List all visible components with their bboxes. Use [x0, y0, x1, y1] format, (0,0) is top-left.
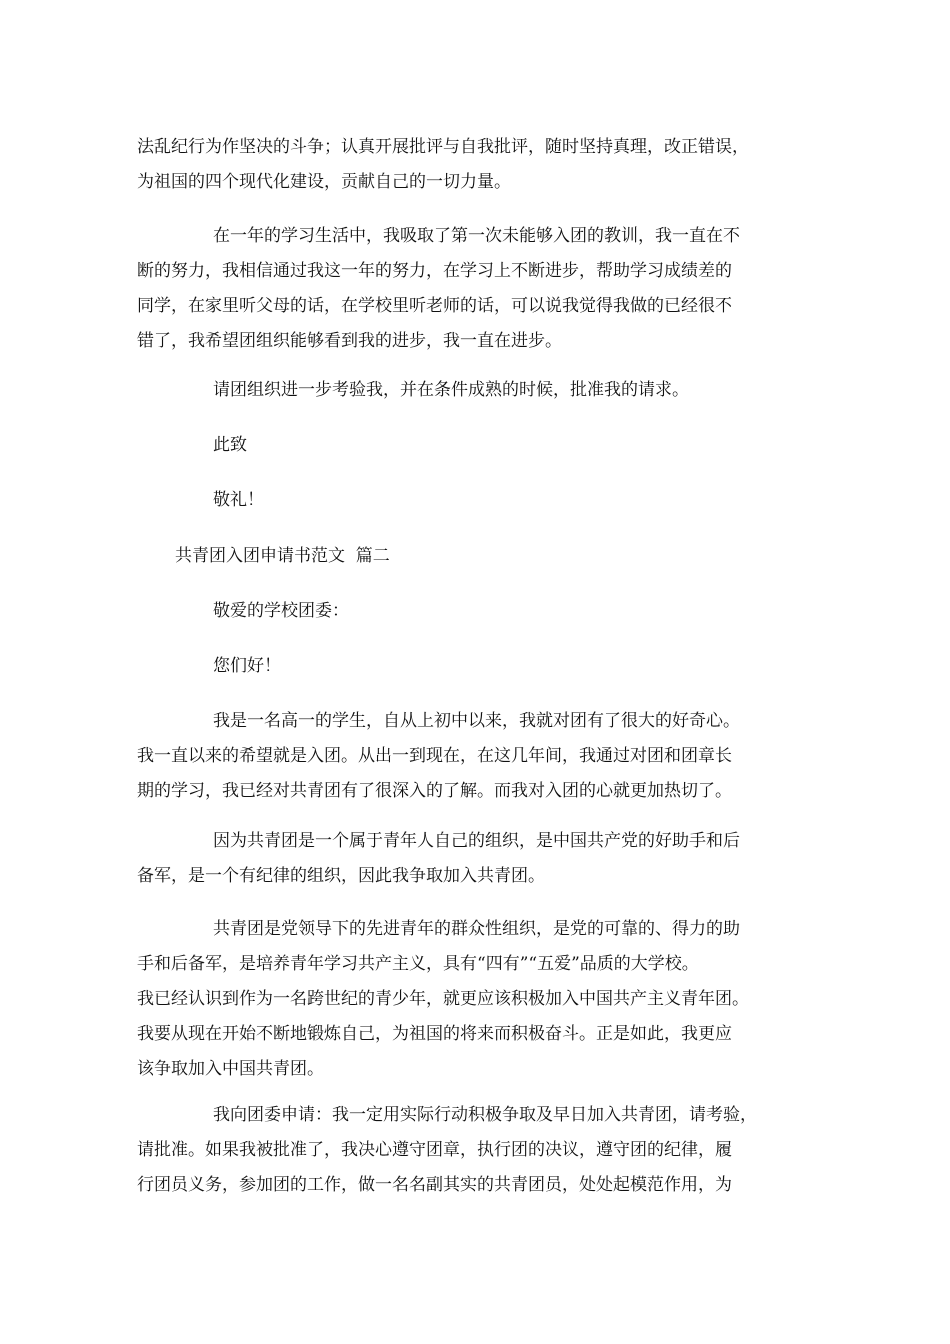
text-line: 我一直以来的希望就是入团。从出一到现在，在这几年间，我通过对团和团章长 [137, 746, 732, 766]
paragraph [213, 373, 817, 408]
text-line: 为祖国的四个现代化建设，贡献自己的一切力量。 [137, 172, 511, 192]
section-heading [175, 539, 855, 574]
text-line: 错了，我希望团组织能够看到我的进步，我一直在进步。 [137, 331, 562, 351]
closing-line [213, 483, 817, 518]
text-line: 因为共青团是一个属于青年人自己的组织，是中国共产党的好助手和后 [213, 831, 740, 851]
text-line: 在一年的学习生活中，我吸取了第一次未能够入团的教训，我一直在不 [213, 226, 740, 246]
text-line: 法乱纪行为作坚决的斗争；认真开展批评与自我批评，随时坚持真理，改正错误， [137, 137, 749, 157]
text-line: 共青团是党领导下的先进青年的群众性组织，是党的可靠的、得力的助 [213, 919, 740, 939]
text-line: 您们好！ [213, 656, 281, 676]
text-line: 同学，在家里听父母的话，在学校里听老师的话，可以说我觉得我做的已经很不 [137, 296, 732, 316]
text-line: 请团组织进一步考验我，并在条件成熟的时候，批准我的请求。 [213, 380, 689, 400]
text-line: 我要从现在开始不断地锻炼自己，为祖国的将来而积极奋斗。正是如此，我更应 [137, 1024, 732, 1044]
paragraph [137, 912, 817, 1087]
text-line: 敬礼！ [213, 490, 264, 510]
salutation [213, 594, 817, 629]
greeting [213, 649, 817, 684]
text-line: 我已经认识到作为一名跨世纪的青少年，就更应该积极加入中国共产主义青年团。 [137, 989, 749, 1009]
text-line: 行团员义务，参加团的工作，做一名名副其实的共青团员，处处起模范作用，为 [137, 1175, 732, 1195]
paragraph [137, 704, 817, 809]
text-line: 请批准。如果我被批准了，我决心遵守团章，执行团的决议，遵守团的纪律，履 [137, 1140, 732, 1160]
paragraph [137, 824, 817, 894]
paragraph [137, 219, 817, 359]
text-line: 期的学习，我已经对共青团有了很深入的了解。而我对入团的心就更加热切了。 [137, 781, 732, 801]
text-line: 手和后备军，是培养青年学习共产主义，具有“四有”“五爱”品质的大学校。 [137, 954, 699, 974]
text-line: 共青团入团申请书范文 篇二 [175, 546, 390, 566]
text-line: 该争取加入中国共青团。 [137, 1059, 324, 1079]
text-line: 我向团委申请：我一定用实际行动积极争取及早日加入共青团，请考验， [213, 1105, 757, 1125]
text-line: 敬爱的学校团委： [213, 601, 349, 621]
text-line: 我是一名高一的学生，自从上初中以来，我就对团有了很大的好奇心。 [213, 711, 740, 731]
paragraph-continuation [137, 130, 817, 200]
text-line: 断的努力，我相信通过我这一年的努力，在学习上不断进步，帮助学习成绩差的 [137, 261, 732, 281]
paragraph [137, 1098, 817, 1203]
text-line: 此致 [213, 435, 247, 455]
text-line: 备军，是一个有纪律的组织，因此我争取加入共青团。 [137, 866, 545, 886]
closing-line [213, 428, 817, 463]
